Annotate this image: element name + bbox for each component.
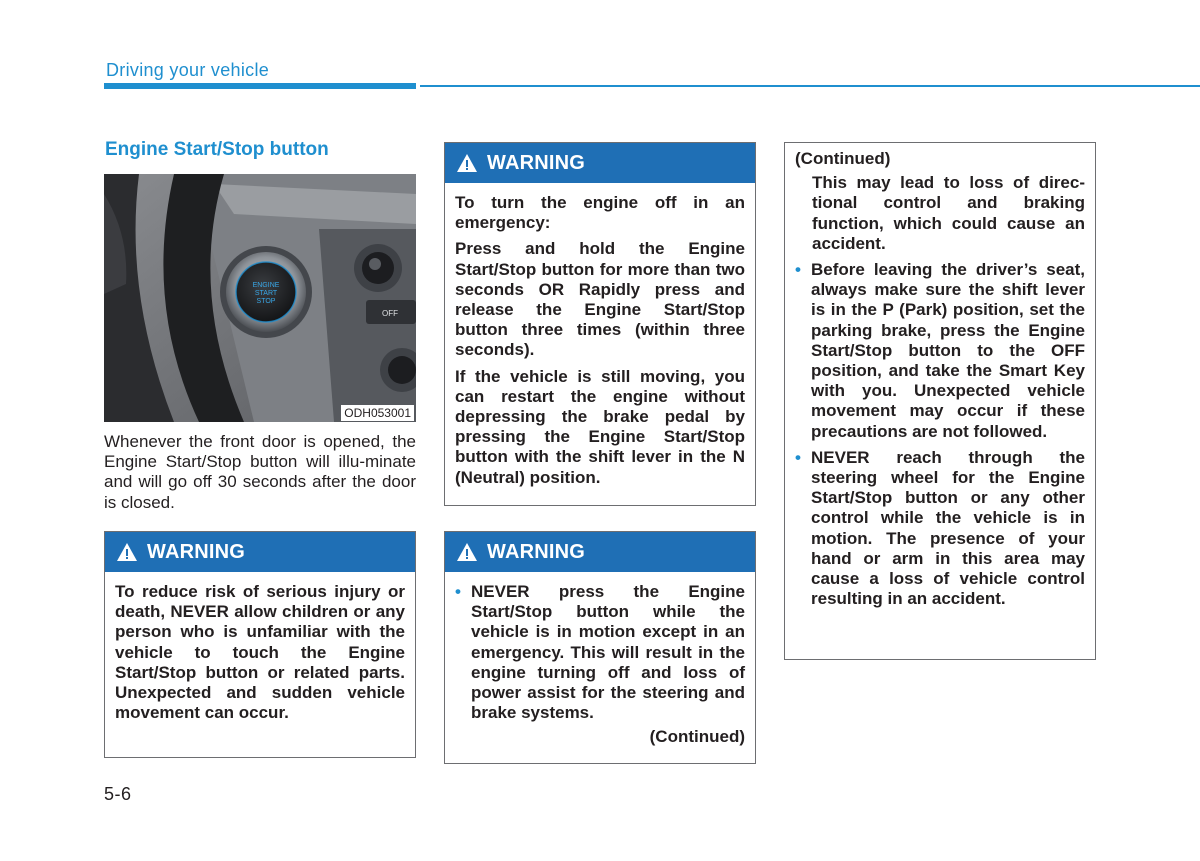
warning-header <box>445 143 755 183</box>
warning-bullet-text: NEVER press the Engine Start/Stop button while the vehicle is in motion except in an emergency. This will result in the engine turning off and loss of power assist for the steering and brake systems. <box>471 582 745 723</box>
bullet-dot-icon: • <box>795 260 801 280</box>
button-label-engine: ENGINE <box>252 282 280 289</box>
off-label: OFF <box>382 309 398 318</box>
warning-heading: WARNING <box>487 151 586 174</box>
page-title: Engine Start/Stop button <box>105 139 329 160</box>
warning-header <box>445 532 755 572</box>
bullet-dot-icon: • <box>455 582 461 601</box>
section-label: Driving your vehicle <box>106 60 270 80</box>
warning-text: To reduce risk of serious injury or death, NEVER allow children or any person who is unfamiliar with the vehicle to touch the Engine Start/Stop button or related parts. Unexpected and sudden vehicle movement can occur. <box>115 582 405 723</box>
warning-text-restart: If the vehicle is still moving, you can restart the engine without depressing the brake pedal by pressing the Engine Start/Stop button with the shift lever in the N (Neutral) position. <box>455 366 745 487</box>
list-item <box>455 582 745 723</box>
bullet-dot-icon: • <box>795 447 801 467</box>
warning-bullet-text: NEVER reach through the steering wheel for the Engine Start/Stop button or any other control while the vehicle is in motion. The presence of your hand or arm in this area may cause a loss of vehicle control resulting in an accident. <box>811 447 1085 609</box>
button-label-start: START <box>254 290 278 297</box>
page-number: 5-6 <box>104 784 132 804</box>
warning-box-continued <box>784 142 1096 660</box>
warning-carry-text: This may lead to loss of direc-tional control and braking function, which could cause an accident. <box>812 173 1085 253</box>
engine-button-photo <box>104 174 416 422</box>
warning-text-procedure: Press and hold the Engine Start/Stop button for more than two seconds OR Rapidly press and release the Engine Start/Stop button three times (within three seconds). <box>455 239 745 360</box>
continued-label: (Continued) <box>649 727 745 747</box>
warning-triangle-icon <box>456 542 478 562</box>
warning-box-emergency <box>444 142 756 506</box>
warning-header <box>105 532 415 572</box>
list-item <box>795 448 1085 610</box>
warning-box-motion <box>444 531 756 764</box>
list-item <box>795 260 1085 442</box>
header-rule-thick <box>104 83 416 89</box>
header-rule-thin <box>420 85 1200 87</box>
warning-box-children <box>104 531 416 758</box>
figure-caption: ODH053001 <box>341 405 414 421</box>
intro-paragraph: Whenever the front door is opened, the Engine Start/Stop button will illu-minate and will go off 30 seconds after the door is closed. <box>104 432 416 512</box>
warning-text-intro: To turn the engine off in an emergency: <box>455 193 745 233</box>
warning-triangle-icon <box>456 153 478 173</box>
warning-heading: WARNING <box>147 540 246 563</box>
continued-label: (Continued) <box>795 149 891 168</box>
warning-triangle-icon <box>116 542 138 562</box>
button-label-stop: STOP <box>256 298 276 305</box>
warning-bullet-text: Before leaving the driver’s seat, always make sure the shift lever is in the P (Park) position, set the parking brake, press the Engine Start/Stop button to the OFF position, and take the Smart Key with you. Unexpected vehicle movement may occur if these precautions are not followed. <box>811 260 1085 441</box>
warning-heading: WARNING <box>487 540 586 563</box>
